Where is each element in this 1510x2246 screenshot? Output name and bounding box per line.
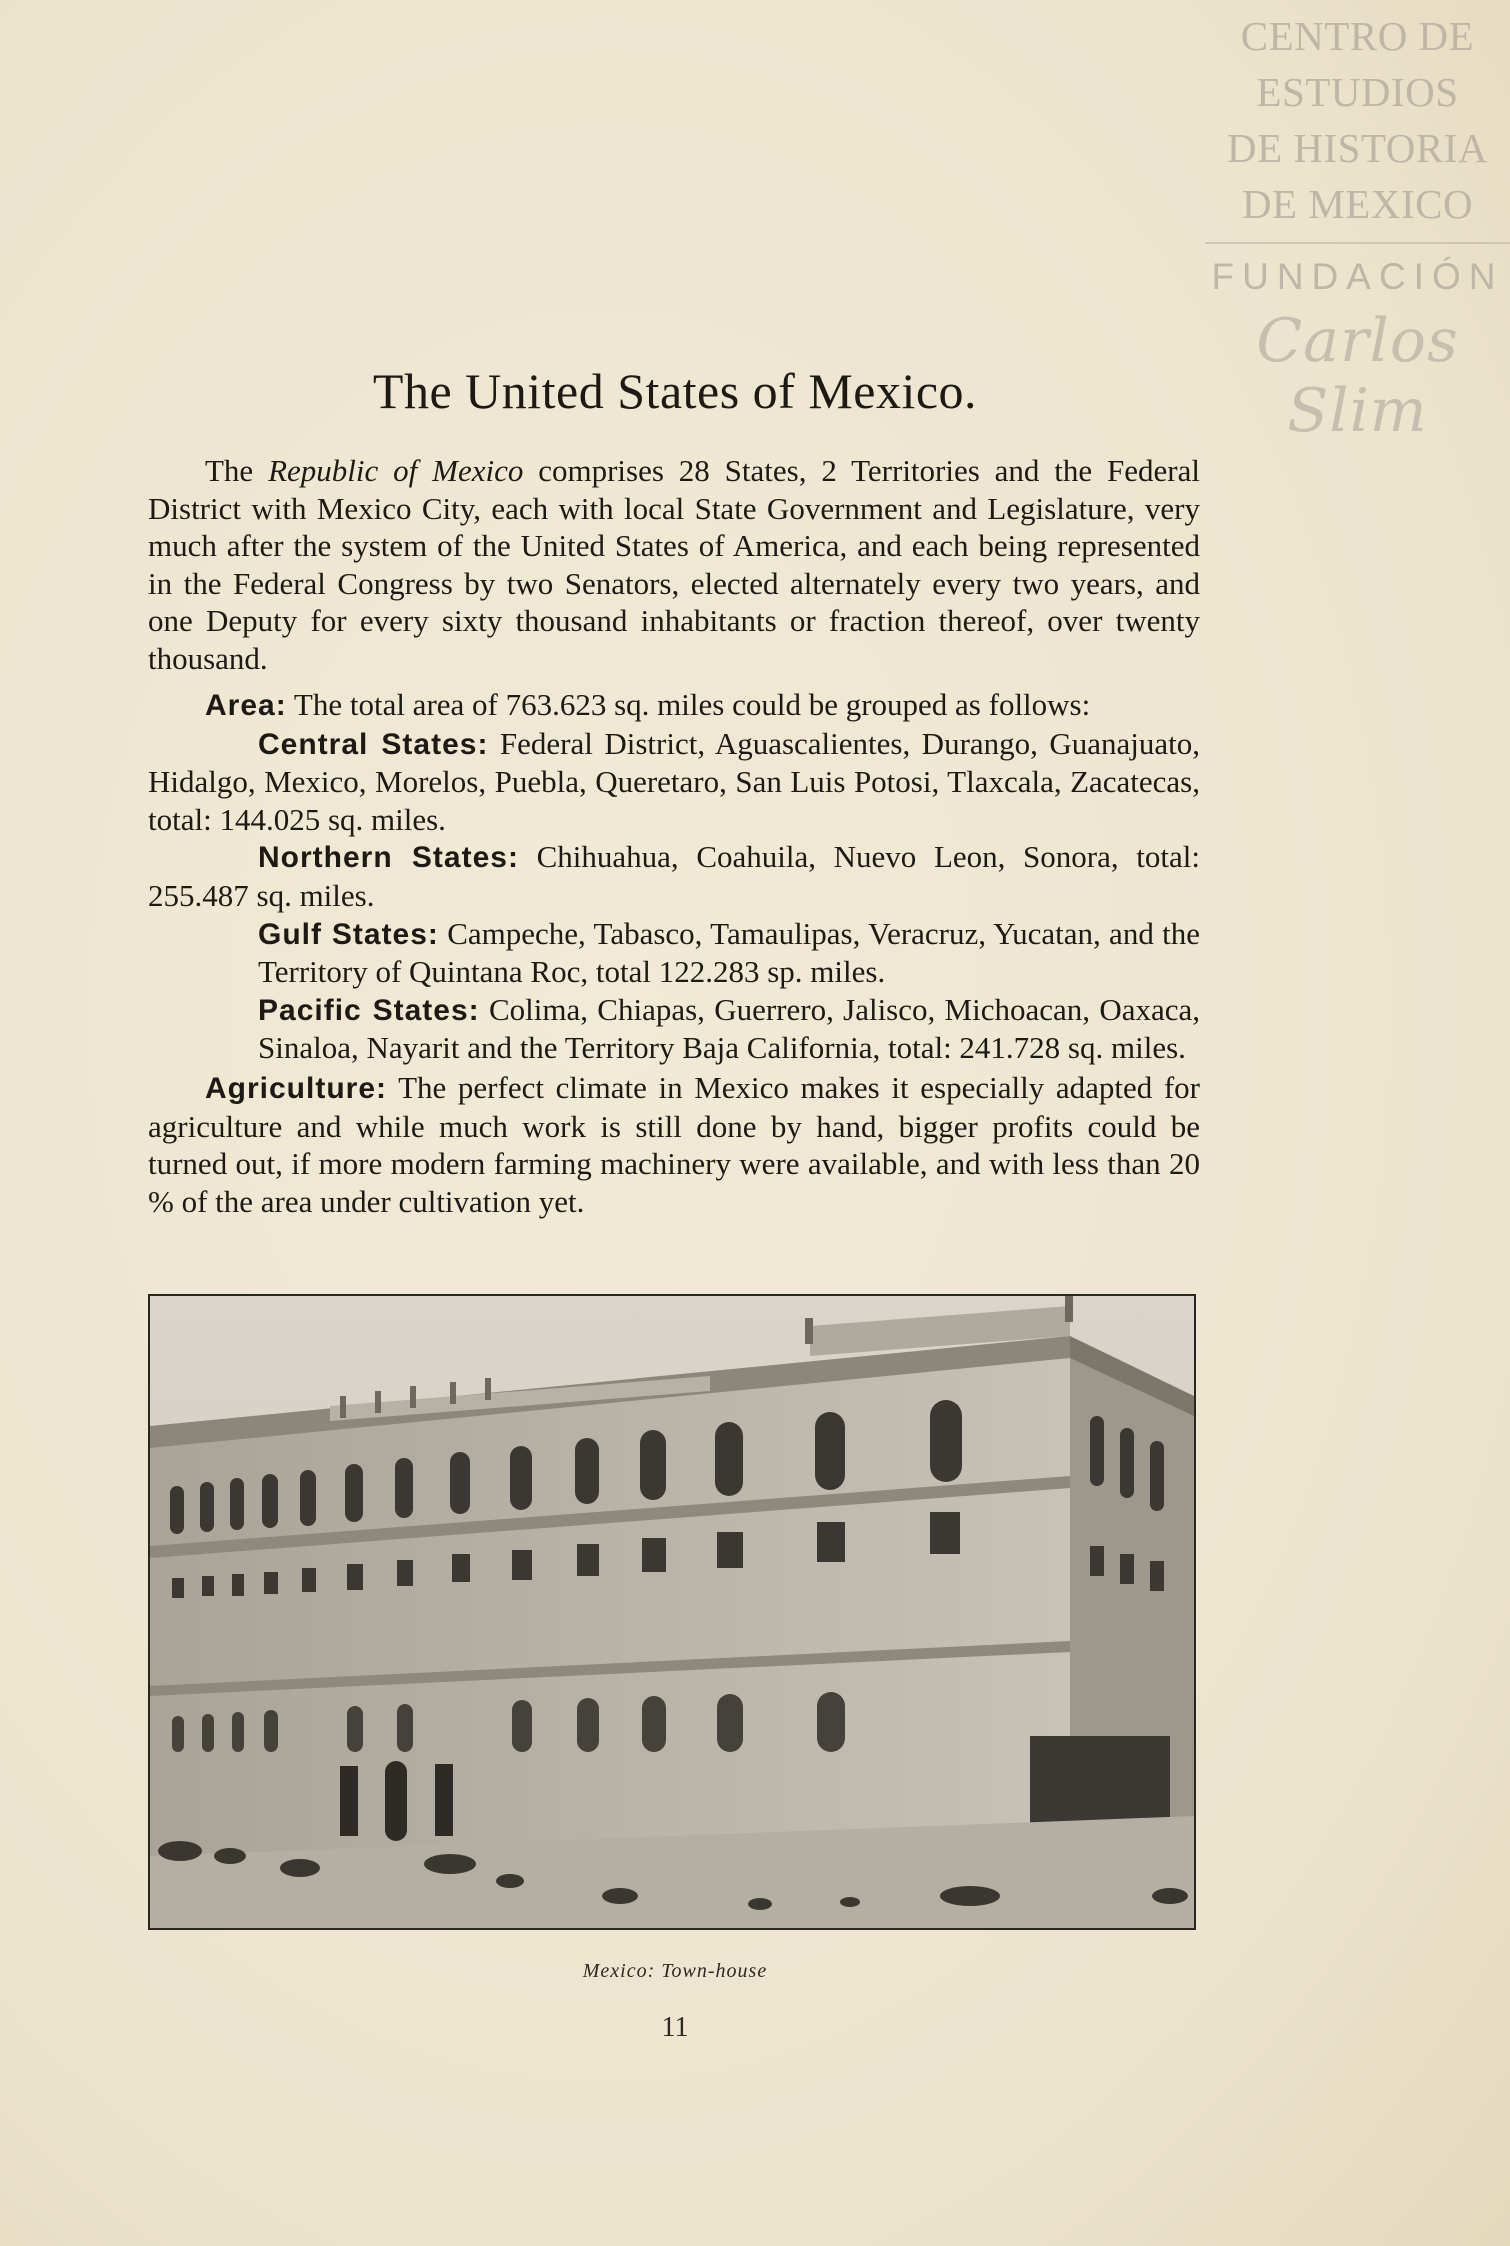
- agriculture-paragraph: [148, 1069, 1200, 1220]
- watermark: [1205, 8, 1510, 446]
- town-house-illustration: [150, 1296, 1194, 1928]
- area-heading: [148, 686, 1200, 725]
- watermark-line: DE HISTORIA: [1227, 125, 1488, 171]
- agriculture-text: The perfect climate in Mexico makes it especially adapted for agriculture and while much work is still done by hand, bigger profits could be turned out, if more modern farming machinery were available, and with less than 20 % of the area under cultivation yet.: [148, 1069, 1200, 1219]
- watermark-signature: Carlos Slim: [1256, 306, 1459, 446]
- area-group-central: [148, 725, 1200, 839]
- area-group-text: Campeche, Tabasco, Tamaulipas, Veracruz, Yucatan, and the Territory of Quintana Roc, total 122.283 sp. miles.: [258, 915, 1201, 990]
- area-label: Area:: [205, 689, 287, 722]
- area-group-text: Colima, Chiapas, Guerrero, Jalisco, Michoacan, Oaxaca, Sinaloa, Nayarit and the Territory Baja California, total: 241.728 sq. miles.: [258, 991, 1200, 1066]
- area-section: [148, 686, 1200, 1220]
- town-house-photo: [148, 1294, 1196, 1930]
- area-group-label: Pacific States:: [258, 993, 480, 1027]
- area-group-northern: [38, 838, 1200, 914]
- area-text: The total area of 763.623 sq. miles could be grouped as follows:: [286, 687, 1091, 722]
- intro-text: [148, 452, 1200, 678]
- area-group-label: Gulf States:: [258, 917, 439, 951]
- intro-pre: The: [205, 453, 269, 488]
- watermark-line: DE MEXICO: [1241, 181, 1474, 227]
- watermark-line: ESTUDIOS: [1256, 69, 1459, 115]
- watermark-divider: [1205, 242, 1510, 244]
- area-group-gulf: [148, 915, 1200, 991]
- intro-post: comprises 28 States, 2 Territories and the Federal District with Mexico City, each with local State Government and Legislature, very much after the system of the United States of America, and each being represented in the Federal Congress by two Senators, elected alternately every two years, and one Deputy for every sixty thousand inhabitants or fraction thereof, over twenty thousand.: [148, 453, 1201, 676]
- intro-paragraph: [148, 452, 1200, 678]
- watermark-line: CENTRO DE: [1240, 13, 1475, 59]
- photo-caption: Mexico: Town-house: [582, 1960, 768, 1982]
- area-group-label: Northern States:: [258, 841, 519, 875]
- agriculture-label: Agriculture:: [205, 1071, 388, 1105]
- area-group-pacific: [148, 991, 1200, 1067]
- area-group-label: Central States:: [258, 727, 489, 761]
- watermark-fundacion: FUNDACIÓN: [1211, 256, 1504, 297]
- page-number: 11: [661, 2012, 689, 2043]
- area-group-text: Chihuahua, Coahuila, Nuevo Leon, Sonora, total: 255.487 sq. miles.: [148, 839, 1200, 913]
- area-group-text: Federal District, Aguascalientes, Durango, Guanajuato, Hidalgo, Mexico, Morelos, Puebla, Queretaro, San Luis Potosi, Tlaxcala, Zacatecas, total: 144.025 sq. miles.: [148, 725, 1200, 837]
- page-title: The United States of Mexico.: [372, 363, 978, 419]
- intro-italic: Republic of Mexico: [268, 453, 524, 488]
